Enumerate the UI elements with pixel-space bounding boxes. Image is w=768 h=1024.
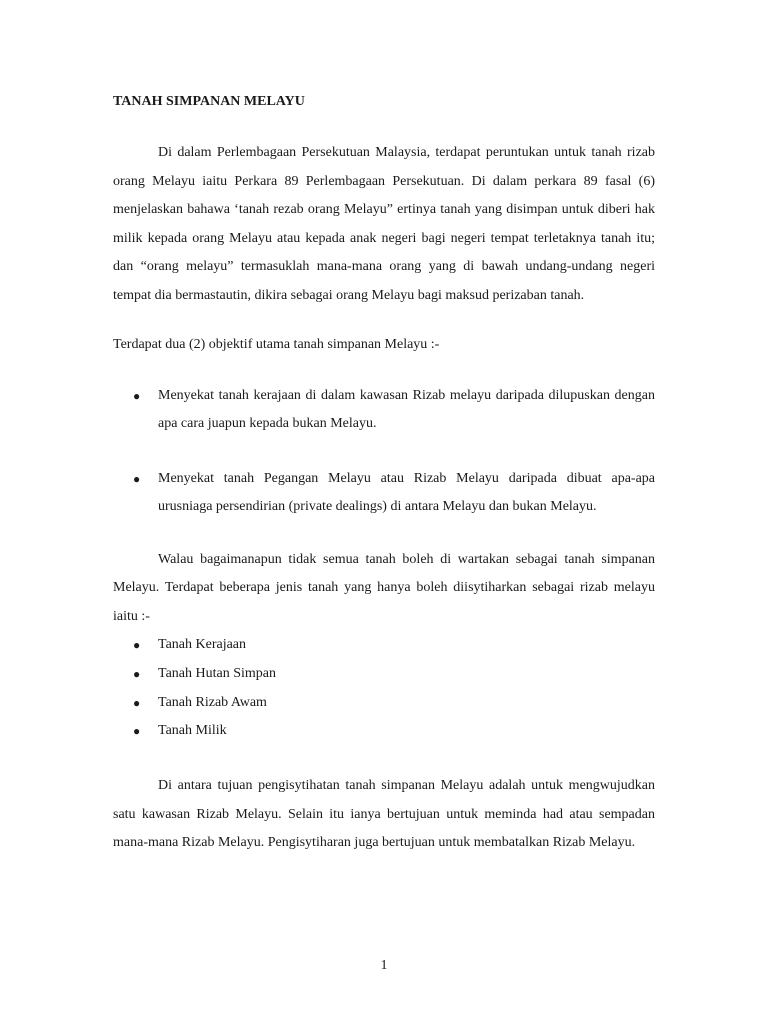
bullet-icon: ● (133, 724, 141, 739)
land-type-text: Tanah Hutan Simpan (158, 665, 276, 681)
bullet-icon: ● (133, 638, 141, 652)
land-types-list (113, 631, 655, 746)
paragraph-constitution: Di dalam Perlembagaan Persekutuan Malaysia, terdapat peruntukan untuk tanah rizab orang Melayu iaitu Perkara 89 Perlembagaan Persekutuan. Di dalam perkara 89 fasal (6) menjelaskan bahawa ‘tanah rezab orang Melayu” ertinya tanah yang disimpan untuk diberi hak milik kepada orang Melayu atau kepada anak negeri bagi negeri tempat terletaknya tanah itu; dan “orang melayu” termasuklah mana-mana orang yang di bawah undang-undang negeri tempat dia bermastautin, dikira sebagai orang Melayu bagi maksud perizaban tanah. (113, 145, 655, 303)
list-item (113, 382, 655, 439)
land-type-text: Tanah Milik (158, 723, 227, 739)
list-item (113, 631, 655, 660)
bullet-icon: ● (133, 388, 141, 403)
objective-text: Menyekat tanah Pegangan Melayu atau Rizab Melayu daripada dibuat apa-apa urusniaga persendirian (private dealings) di antara Melayu dan bukan Melayu. (158, 470, 655, 514)
paragraph-land-types-intro: Walau bagaimanapun tidak semua tanah boleh di wartakan sebagai tanah simpanan Melayu. Terdapat beberapa jenis tanah yang hanya boleh diisytiharkan sebagai rizab melayu iaitu :- (113, 551, 655, 624)
land-type-text: Tanah Rizab Awam (158, 694, 267, 710)
list-item (113, 465, 655, 522)
bullet-icon: ● (133, 695, 141, 710)
objectives-list (113, 382, 655, 522)
list-item (113, 689, 655, 718)
objectives-intro: Terdapat dua (2) objektif utama tanah simpanan Melayu :- (113, 337, 440, 352)
list-item (113, 717, 655, 746)
paragraph-purpose: Di antara tujuan pengisytihatan tanah simpanan Melayu adalah untuk mengwujudkan satu kawasan Rizab Melayu. Selain itu ianya bertujuan untuk meminda had atau sempadan mana-mana Rizab Melayu. Pengisytiharan juga bertujuan untuk membatalkan Rizab Melayu. (113, 778, 655, 851)
bullet-icon: ● (133, 666, 141, 681)
document-body (113, 88, 655, 858)
list-item (113, 660, 655, 689)
land-type-text: Tanah Kerajaan (158, 637, 247, 652)
document-title: TANAH SIMPANAN MELAYU (113, 94, 305, 109)
objective-text: Menyekat tanah kerajaan di dalam kawasan Rizab melayu daripada dilupuskan dengan apa cara juapun kepada bukan Melayu. (158, 387, 655, 431)
bullet-icon: ● (133, 471, 141, 486)
page-number: 1 (380, 958, 388, 973)
